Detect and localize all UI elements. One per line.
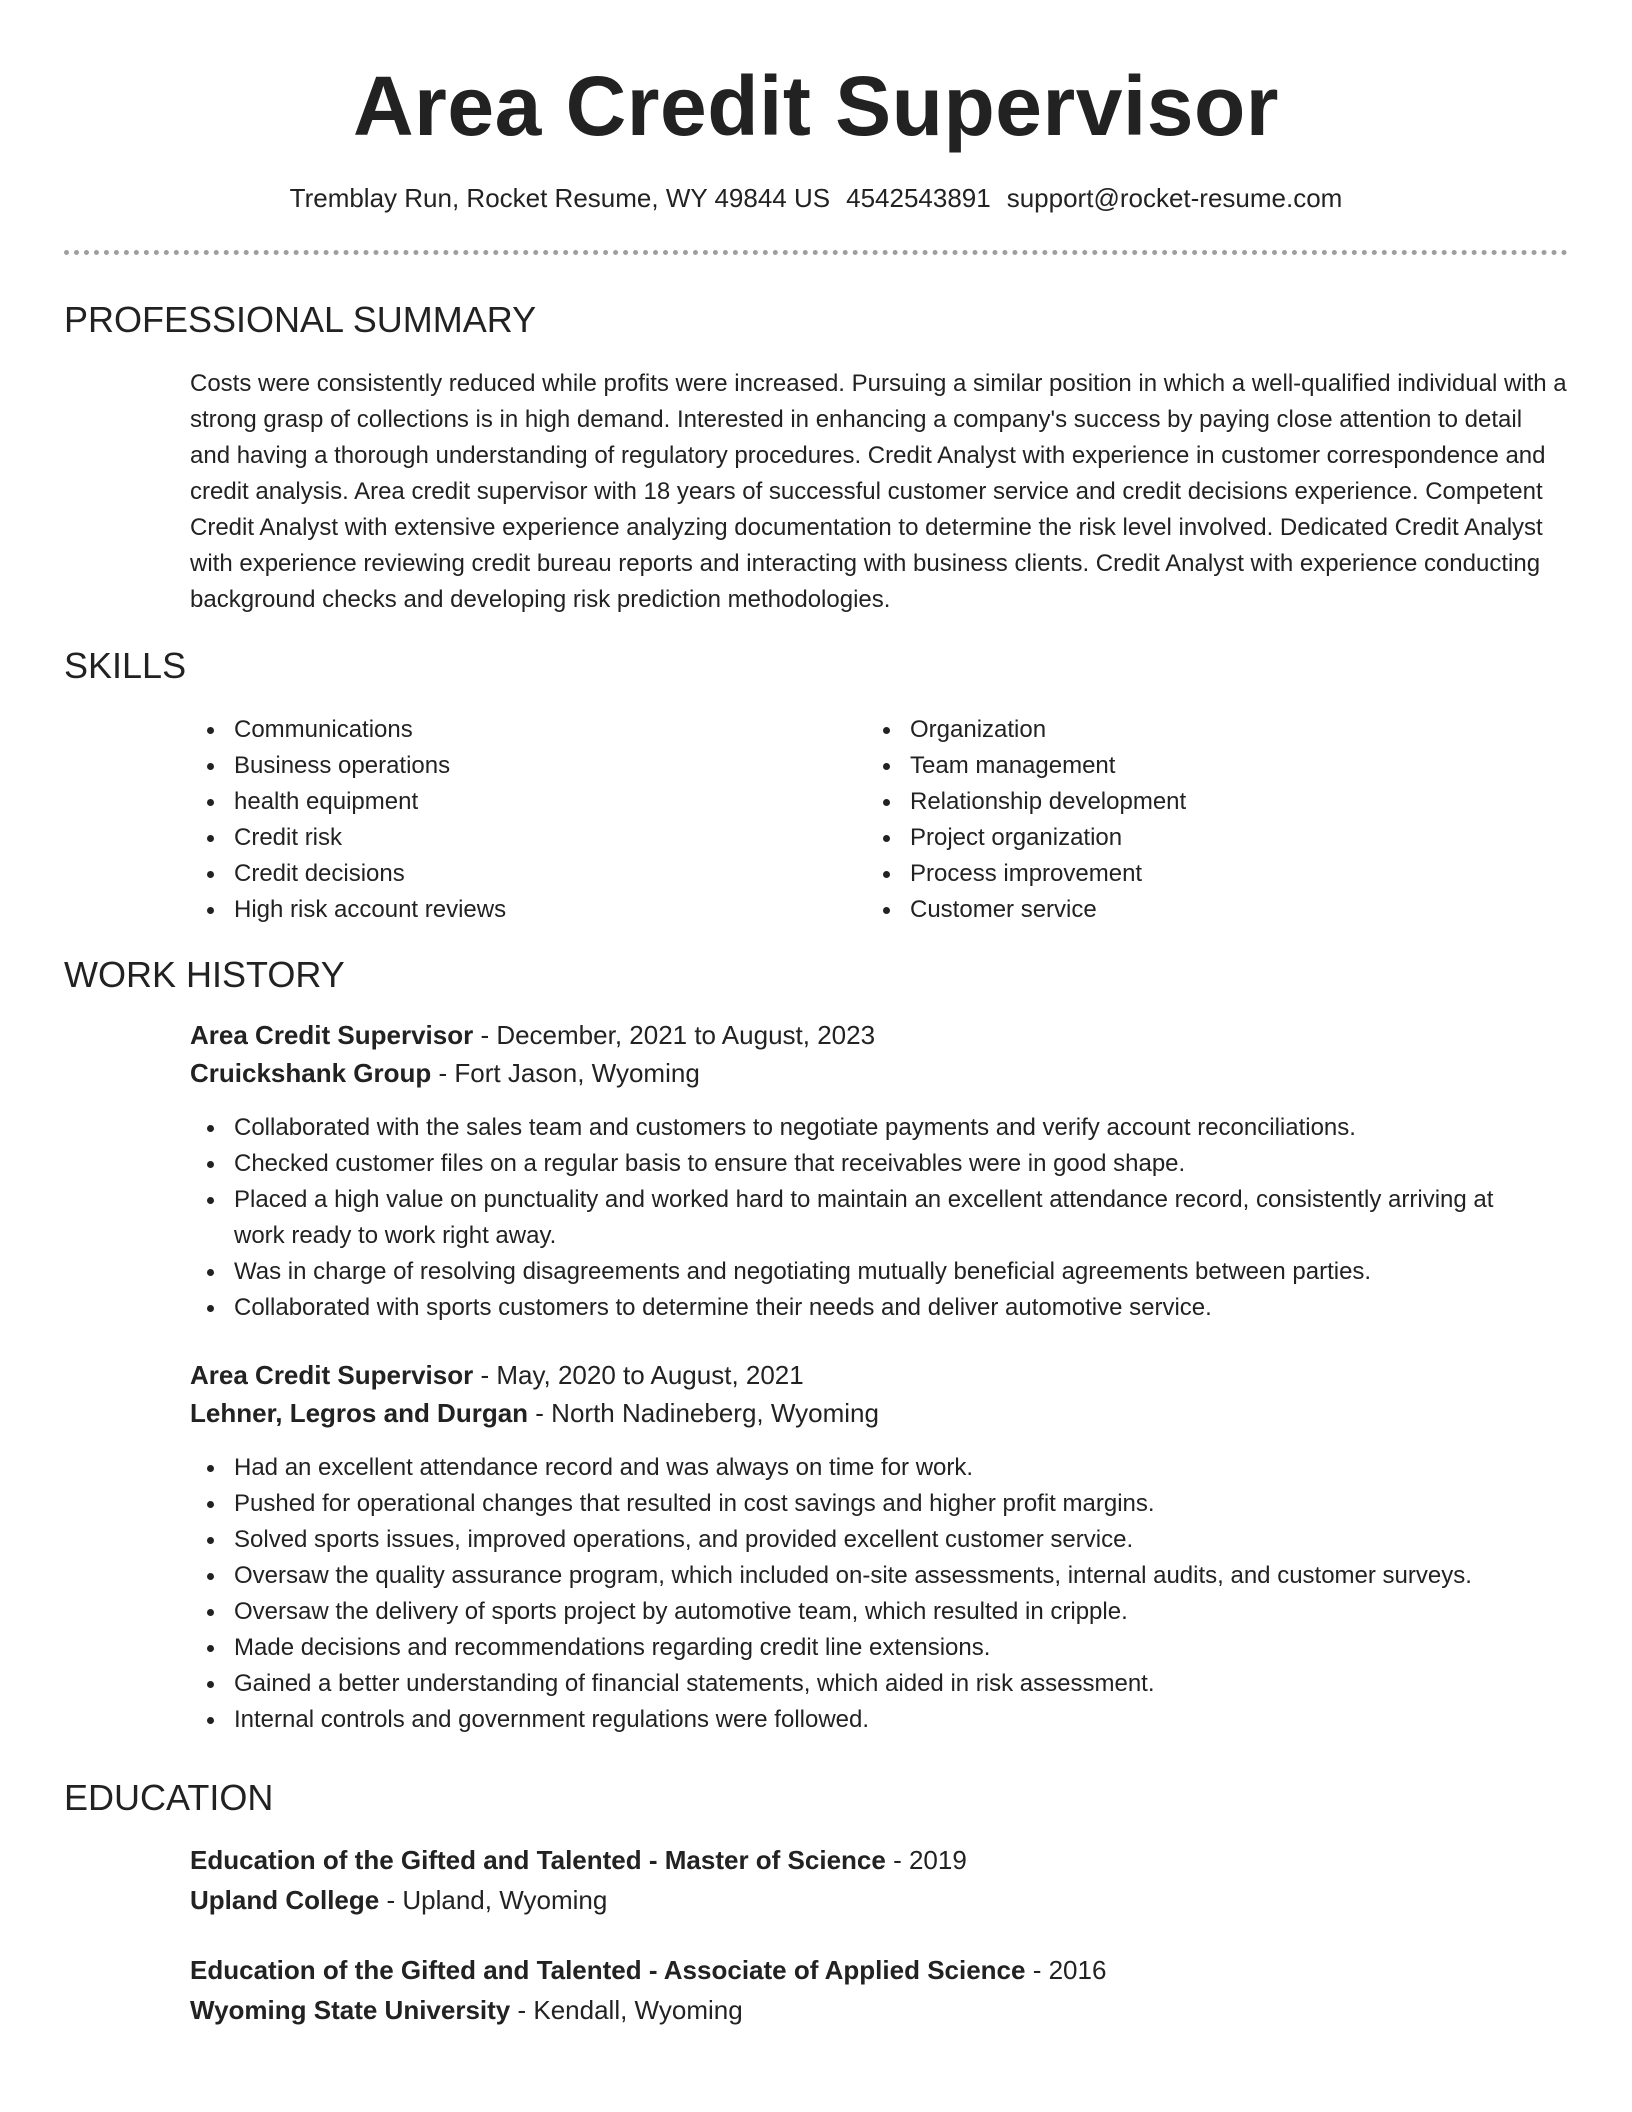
summary-text: Costs were consistently reduced while profits were increased. Pursuing a similar position in which a well-qualified individual with a strong grasp of collections is in high demand. Interested in enhancing a company's success by paying close attention to detail and having a thorough understanding of regulatory procedures. Credit Analyst with experience in customer correspondence and credit analysis. Area credit supervisor with 18 years of successful customer service and credit decisions experience. Competent Credit Analyst with extensive experience analyzing documentation to determine the risk level involved. Dedicated Credit Analyst with experience reviewing credit bureau reports and interacting with business clients. Credit Analyst with experience conducting background checks and developing risk prediction methodologies. (190, 370, 1567, 613)
job-bullets (190, 1450, 1550, 1738)
job-bullet: Placed a high value on punctuality and worked hard to maintain an excellent attendance record, consistently arriving at work ready to work right away. (234, 1182, 1550, 1254)
skill-item: health equipment (234, 784, 810, 820)
skill-item: Communications (234, 712, 810, 748)
education-year: - 2019 (885, 1845, 967, 1875)
education-school: Upland College (190, 1885, 380, 1915)
education-school: Wyoming State University (190, 1995, 511, 2025)
summary-heading: PROFESSIONAL SUMMARY (64, 299, 537, 340)
skill-item: High risk account reviews (234, 892, 810, 928)
job-role: Area Credit Supervisor (190, 1020, 474, 1050)
skill-item: Credit decisions (234, 856, 810, 892)
skills-list-left (190, 712, 810, 928)
skills-heading: SKILLS (64, 645, 187, 686)
job-bullet: Made decisions and recommendations regarding credit line extensions. (234, 1630, 1550, 1666)
skill-item: Team management (910, 748, 1486, 784)
job-bullet: Solved sports issues, improved operations, and provided excellent customer service. (234, 1522, 1550, 1558)
job-bullet: Collaborated with the sales team and customers to negotiate payments and verify account reconciliations. (234, 1110, 1550, 1146)
job-company-line (190, 1054, 1568, 1092)
job-bullet: Oversaw the quality assurance program, which included on-site assessments, internal audits, and customer surveys. (234, 1558, 1550, 1594)
job-company-line (190, 1394, 1568, 1432)
education-location: - Kendall, Wyoming (510, 1995, 743, 2025)
contact-phone: 4542543891 (846, 183, 991, 213)
skills-list-right (866, 712, 1486, 928)
skill-item: Business operations (234, 748, 810, 784)
job-bullet: Internal controls and government regulations were followed. (234, 1702, 1550, 1738)
job-location: - North Nadineberg, Wyoming (528, 1398, 879, 1428)
resume-title: Area Credit Supervisor (353, 59, 1279, 153)
education-year: - 2016 (1025, 1955, 1107, 1985)
header-divider (64, 250, 1568, 255)
job-bullet: Oversaw the delivery of sports project by automotive team, which resulted in cripple. (234, 1594, 1550, 1630)
job-dates: - December, 2021 to August, 2023 (473, 1020, 876, 1050)
job-role: Area Credit Supervisor (190, 1360, 474, 1390)
job-entry (190, 1356, 1568, 1432)
skill-item: Project organization (910, 820, 1486, 856)
job-dates: - May, 2020 to August, 2021 (473, 1360, 804, 1390)
skill-item: Customer service (910, 892, 1486, 928)
job-company: Lehner, Legros and Durgan (190, 1398, 529, 1428)
job-bullet: Was in charge of resolving disagreements and negotiating mutually beneficial agreements between parties. (234, 1254, 1550, 1290)
education-heading: EDUCATION (64, 1777, 274, 1818)
education-entry (190, 1950, 1568, 2030)
education-location: - Upland, Wyoming (379, 1885, 608, 1915)
job-title-line (190, 1016, 1568, 1054)
education-school-line (190, 1880, 1568, 1920)
job-bullets (190, 1110, 1550, 1326)
job-bullet: Had an excellent attendance record and was always on time for work. (234, 1450, 1550, 1486)
education-degree-line (190, 1950, 1568, 1990)
job-bullet: Gained a better understanding of financial statements, which aided in risk assessment. (234, 1666, 1550, 1702)
contact-address: Tremblay Run, Rocket Resume, WY 49844 US (289, 183, 831, 213)
education-school-line (190, 1990, 1568, 2030)
job-location: - Fort Jason, Wyoming (431, 1058, 700, 1088)
education-degree-line (190, 1840, 1568, 1880)
work-history-heading: WORK HISTORY (64, 954, 345, 995)
job-bullet: Checked customer files on a regular basis to ensure that receivables were in good shape. (234, 1146, 1550, 1182)
job-bullet: Pushed for operational changes that resulted in cost savings and higher profit margins. (234, 1486, 1550, 1522)
skill-item: Organization (910, 712, 1486, 748)
education-entry (190, 1840, 1568, 1920)
education-degree: Education of the Gifted and Talented - Master of Science (190, 1845, 886, 1875)
job-company: Cruickshank Group (190, 1058, 432, 1088)
skill-item: Relationship development (910, 784, 1486, 820)
skill-item: Process improvement (910, 856, 1486, 892)
job-entry (190, 1016, 1568, 1092)
skill-item: Credit risk (234, 820, 810, 856)
contact-email[interactable]: support@rocket-resume.com (1006, 183, 1343, 213)
education-degree: Education of the Gifted and Talented - Associate of Applied Science (190, 1955, 1026, 1985)
job-title-line (190, 1356, 1568, 1394)
job-bullet: Collaborated with sports customers to determine their needs and deliver automotive service. (234, 1290, 1550, 1326)
contact-line (64, 180, 1568, 216)
